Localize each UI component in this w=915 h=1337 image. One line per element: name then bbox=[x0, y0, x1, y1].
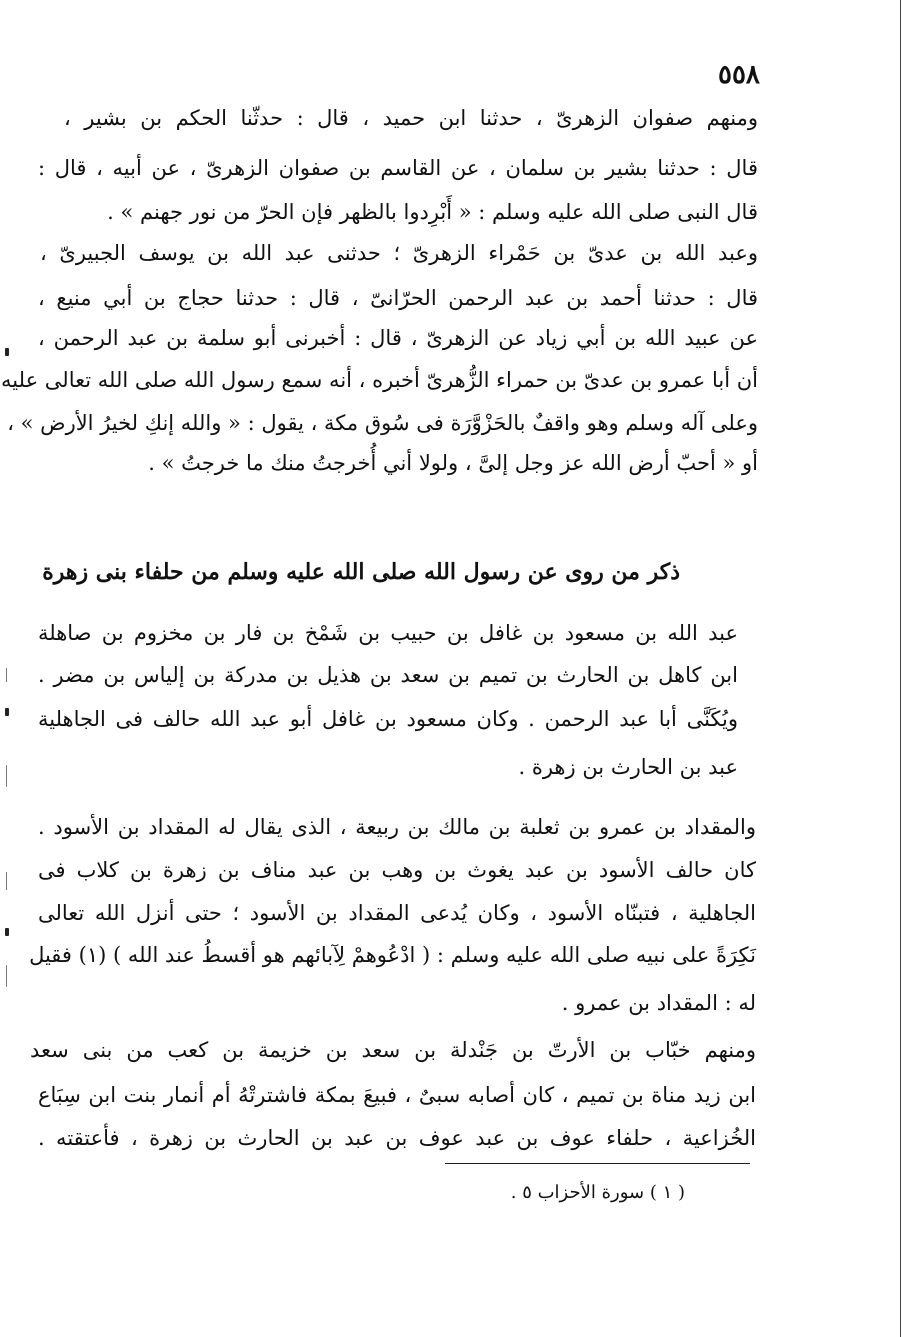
text-line: له : المقداد بن عمرو . bbox=[561, 991, 756, 1015]
scan-mark bbox=[6, 765, 7, 787]
text-line: ويُكَنَّى أبا عبد الرحمن . وكان مسعود بن غافل أبو عبد الله حالف فى الجاهلية bbox=[38, 707, 738, 731]
text-line: عبد الله بن مسعود بن غافل بن حبيب بن شَمْخ بن فار بن مخزوم بن صاهلة bbox=[38, 621, 738, 645]
scan-dot bbox=[5, 348, 9, 356]
text-line: أن أبا عمرو بن عدىّ بن حمراء الزُّهرىّ أخبره ، أنه سمع رسول الله صلى الله تعالى عليه bbox=[1, 368, 758, 392]
scan-mark bbox=[6, 872, 7, 890]
text-line: ومنهم خبّاب بن الأرتّ بن جَنْدلة بن سعد بن خزيمة بن كعب من بنى سعد bbox=[30, 1038, 756, 1062]
text-line: قال : حدثنا بشير بن سلمان ، عن القاسم بن صفوان الزهرىّ ، عن أبيه ، قال : bbox=[38, 156, 758, 180]
scan-mark bbox=[6, 668, 7, 682]
footnote-divider bbox=[445, 1163, 750, 1164]
text-line: ابن زيد مناة بن تميم ، كان أصابه سبىٌ ، فبيعَ بمكة فاشترتْهُ أم أنمار بنت ابن سِبَاع bbox=[38, 1083, 756, 1107]
scan-edge-line bbox=[900, 0, 901, 1337]
text-line: عبد بن الحارث بن زهرة . bbox=[518, 755, 738, 779]
section-heading: ذكر من روى عن رسول الله صلى الله عليه وسلم من حلفاء بنى زهرة bbox=[42, 559, 680, 585]
text-line: أو « أحبّ أرض الله عز وجل إلىَّ ، ولولا أني أُخرجتُ منك ما خرجتُ » . bbox=[148, 451, 758, 475]
footnote: ( ١ ) سورة الأحزاب ٥ . bbox=[510, 1182, 685, 1203]
page-number: ٥٥٨ bbox=[718, 60, 760, 90]
text-line: نَكِرَةً على نبيه صلى الله عليه وسلم : ( ادْعُوهمْ لِآبائهم هو أقسطُ عند الله ) (١) فقيل bbox=[29, 943, 756, 967]
scan-dot bbox=[5, 928, 9, 936]
text-line: ابن كاهل بن الحارث بن تميم بن سعد بن هذيل بن مدركة بن إلياس بن مضر . bbox=[38, 663, 738, 687]
text-line: الخُزاعية ، حلفاء عوف بن عبد عوف بن عبد بن الحارث بن زهرة ، فأعتقته . bbox=[38, 1126, 756, 1150]
text-line: وعلى آله وسلم وهو واقفٌ بالحَزْوَّرَة فى سُوق مكة ، يقول : « والله إنكِ لخيرُ الأرض » ، bbox=[7, 411, 758, 435]
scan-dot bbox=[5, 708, 9, 716]
text-line: وعبد الله بن عدىّ بن حَمْراء الزهرىّ ؛ حدثنى عبد الله بن يوسف الجبيرىّ ، bbox=[40, 241, 758, 265]
text-line: قال النبى صلى الله عليه وسلم : « أَبْرِدوا بالظهر فإن الحرّ من نور جهنم » . bbox=[107, 200, 758, 224]
text-line: الجاهلية ، فتبنّاه الأسود ، وكان يُدعى المقداد بن الأسود ؛ حتى أنزل الله تعالى bbox=[38, 901, 756, 925]
text-line: والمقداد بن عمرو بن ثعلبة بن مالك بن ربيعة ، الذى يقال له المقداد بن الأسود . bbox=[38, 815, 756, 839]
text-line: ومنهم صفوان الزهرىّ ، حدثنا ابن حميد ، قال : حدثّنا الحكم بن بشير ، bbox=[64, 106, 758, 130]
scan-mark bbox=[6, 965, 7, 987]
text-line: كان حالف الأسود بن عبد يغوث بن وهب بن عبد مناف بن زهرة بن كلاب فى bbox=[38, 858, 756, 882]
text-line: عن عبيد الله بن أبي زياد عن الزهرىّ ، قال : أخبرنى أبو سلمة بن عبد الرحمن ، bbox=[38, 326, 758, 350]
text-line: قال : حدثنا أحمد بن عبد الرحمن الحرّانىّ ، قال : حدثنا حجاج بن أبي منيع ، bbox=[38, 286, 758, 310]
